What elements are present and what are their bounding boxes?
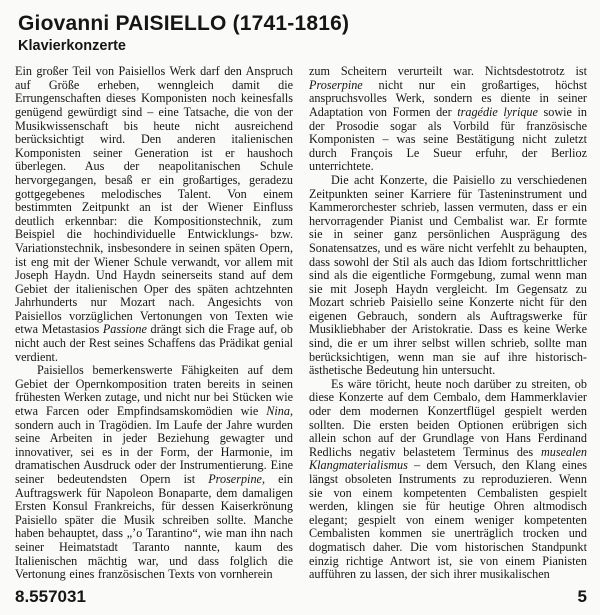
work-title-italic: tragédie lyrique: [457, 104, 538, 119]
paragraph: Paisiellos bemerkenswerte Fähigkeiten auf dem Gebiet der Opernkomposition traten bereits in seinen frühesten Werken zutage, und nicht nur bei Stücken wie etwa Farcen oder Empfindsamskomödien wie Nina, sondern auch in Tragödien. Im Laufe der Jahre wurden seine Arbeiten in jeder Beziehung gewagter und innovativer, sei es in der Form, der Harmonie, im dramatischen Ausdruck oder der Instrumentierung. Eine seiner bedeutendsten Opern ist Proserpine, ein Auftragswerk für Napoleon Bonaparte, dem damaligen Ersten Konsul Frankreichs, für dessen Kaiserkrönung Paisiello später die Musik schreiben sollte. Manche haben behauptet, dass „’o Tarantino“, wie man ihn nach seiner Heimatstadt Taranto nannte, kaum des Italienischen mächtig war, und dass folglich die Vertonung eines französischen Texts von vornherein: [15, 363, 293, 582]
composer-title: Giovanni PAISIELLO (1741-1816): [18, 12, 350, 35]
liner-notes-body: [15, 65, 587, 582]
paragraph: Die acht Konzerte, die Paisiello zu verschiedenen Zeitpunkten seiner Karriere für Tasteninstrument und Kammerorchester schrieb, lassen vermuten, dass er ein hervorragender Pianist und Cembalist war. Er formte sie in seiner ganz persönlichen Ausprägung des Sonatensatzes, und es wäre nicht verfehlt zu behaupten, dass sowohl der Stil als auch das Idiom fortschrittlicher sind als die eigentliche Formgebung, zumal wenn man sie mit Joseph Haydn vergleicht. Im Gegensatz zu Mozart schrieb Paisiello seine Konzerte nicht für den eigenen Gebrauch, sondern als Auftragswerke für Musikliebhaber der Aristokratie. Dass es keine Werke sind, die er um ihrer selbst willen schrieb, sollte man berücksichtigen, wenn man sie auf ihre historisch-ästhetische Bedeutung hin untersucht.: [309, 172, 587, 378]
work-title-italic: musealen Klangmaterialismus: [309, 444, 587, 473]
paragraph: Ein großer Teil von Paisiellos Werk darf den Anspruch auf Größe erheben, wenngleich damit die Errungenschaften dieses Komponisten noch keinesfalls genügend gewürdigt sind – eine Tatsache, die von der Musikwissenschaft bis heute nicht ausreichend berücksichtigt wird. Den anderen italienischen Komponisten seiner Generation ist er haushoch überlegen. Aus der neapolitanischen Schule hervorgegangen, besaß er ein großartiges, geradezu gottgegebenes melodisches Talent. Von einem bestimmten Zeitpunkt an ist der Wiener Einfluss deutlich erkennbar: die Kompositionstechnik, zum Beispiel die hochindividuelle Entwicklungs- bzw. Variationstechnik, insbesondere in seinen späten Opern, ist eng mit der Wiener Schule verwandt, vor allem mit Joseph Haydn. Und Haydn seinerseits stand auf dem Gebiet der italienischen Oper des späten achtzehnten Jahrhunderts nur Mozart nach. Angesichts von Paisiellos vorzüglichen Vertonungen von Texten wie etwa Metastasios Passione drängt sich die Frage auf, ob nicht auch der Rest seines Schaffens das Prädikat genial verdient.: [15, 65, 293, 364]
paragraph: Es wäre töricht, heute noch darüber zu streiten, ob diese Konzerte auf dem Cembalo, dem Hammerklavier oder dem modernen Konzertflügel gespielt werden sollten. Die ersten beiden Optionen erübrigen sich allein schon auf der Grundlage von Hans Ferdinand Redlichs negativ belastetem Terminus des musealen Klangmaterialismus – dem Versuch, den Klang eines längst obsoleten Instruments zu reproduzieren. Wenn sie von einem kompetenten Cembalisten gespielt werden, klingen sie für heutige Ohren altmodisch elegant; gespielt von einem weniger kompetenten Cembalisten kommen sie unerträglich trocken und dogmatisch daher. Die vom historischen Standpunkt einzig richtige Antwort ist, sie von einem Pianisten aufführen zu lassen, der sich ihrer musikalischen: [309, 376, 587, 582]
right-column: [309, 65, 587, 582]
work-title-italic: Proserpine: [309, 77, 363, 92]
paragraph: zum Scheitern verurteilt war. Nichtsdestotrotz ist Proserpine nicht nur ein großartiges, höchst anspruchsvolles Werk, sondern es diente in seiner Adaptation von Formen der tragédie lyrique sowie in der Prosodie sogar als Vorbild für französische Komponisten – was seine Bestätigung nicht zuletzt durch François Le Sueur erfuhr, der Berlioz unterrichtete.: [309, 65, 587, 174]
work-subtitle: Klavierkonzerte: [18, 37, 126, 54]
catalog-number: 8.557031: [15, 587, 86, 606]
work-title-italic: Nina: [266, 404, 290, 419]
page-number: 5: [577, 587, 587, 606]
page-footer: [15, 582, 587, 607]
left-column: [15, 65, 293, 582]
work-title-italic: Passione: [102, 322, 147, 337]
page-header: [18, 12, 587, 54]
work-title-italic: Proserpine: [208, 472, 262, 486]
